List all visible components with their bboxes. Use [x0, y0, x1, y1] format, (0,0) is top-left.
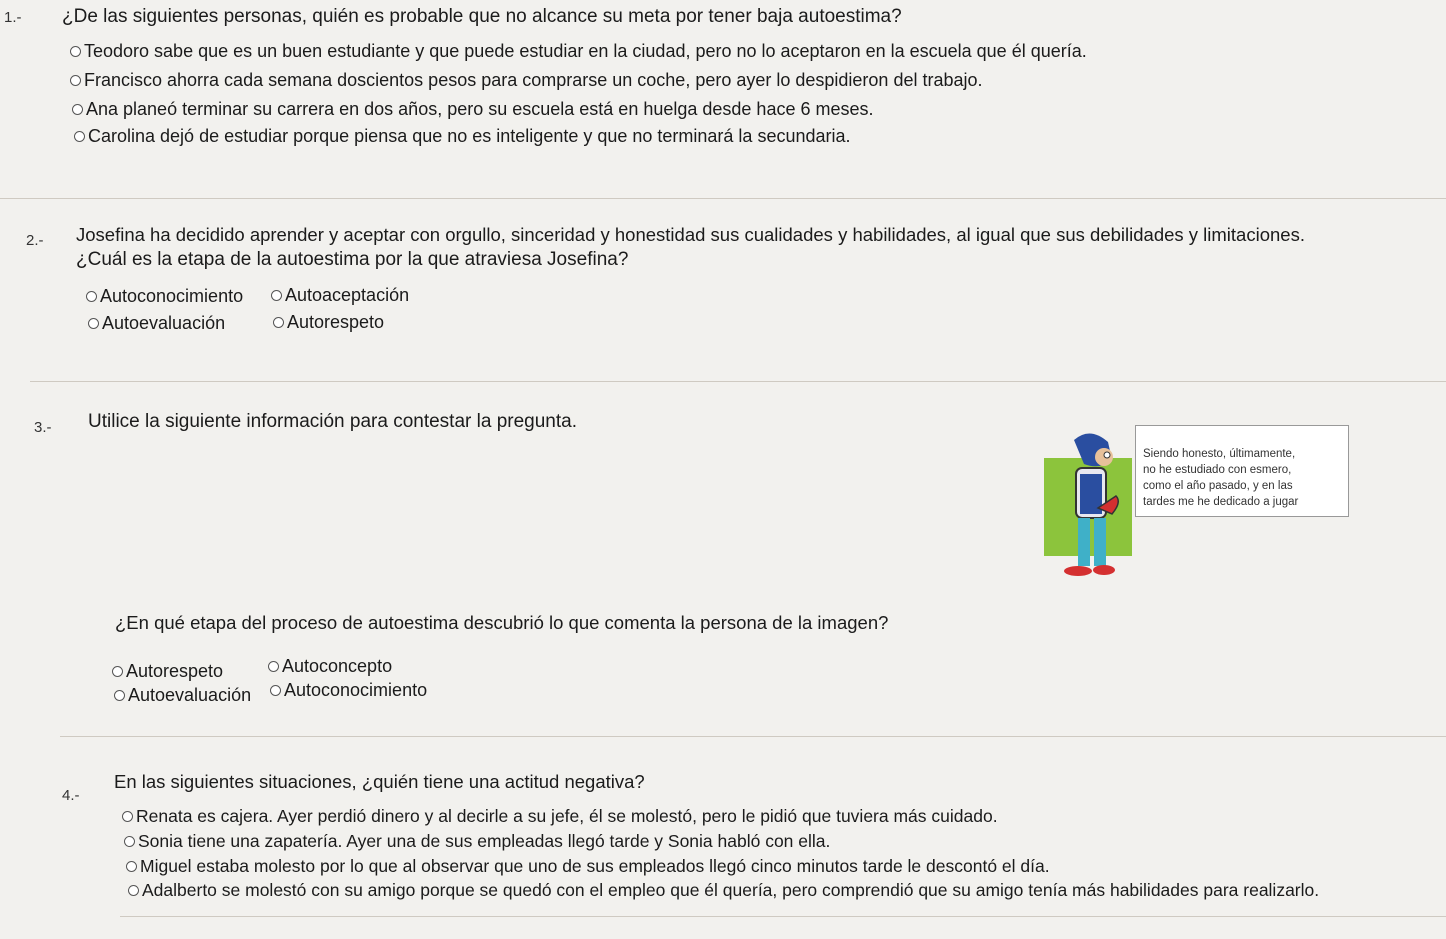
q4-option-2[interactable]: [124, 831, 830, 852]
q4-option-4[interactable]: [128, 880, 1319, 901]
q4-option-2-label: Sonia tiene una zapatería. Ayer una de sus empleadas llegó tarde y Sonia habló con ella.: [138, 831, 831, 851]
student-illustration: [1040, 430, 1140, 580]
q1-option-3-label: Ana planeó terminar su carrera en dos años, pero su escuela está en huelga desde hace 6 meses.: [86, 99, 874, 119]
q2-option-1[interactable]: [86, 286, 243, 307]
q2-question-line2: ¿Cuál es la etapa de la autoestima por la que atraviesa Josefina?: [76, 249, 629, 270]
q2-question-line1: Josefina ha decidido aprender y aceptar con orgullo, sinceridad y honestidad sus cualidades y habilidades, al igual que sus debilidades y limitaciones.: [76, 224, 1305, 245]
face: [1095, 448, 1113, 466]
divider: [30, 381, 1446, 382]
q3-option-3[interactable]: [114, 685, 251, 706]
q3-question: ¿En qué etapa del proceso de autoestima descubrió lo que comenta la persona de la imagen?: [115, 612, 889, 633]
radio-button[interactable]: [72, 104, 83, 115]
speech-bubble: [1135, 425, 1349, 517]
radio-button[interactable]: [270, 685, 281, 696]
q3-intro: Utilice la siguiente información para contestar la pregunta.: [88, 411, 577, 432]
right-shoe: [1093, 565, 1115, 575]
q1-option-1[interactable]: [70, 41, 1087, 62]
radio-button[interactable]: [273, 317, 284, 328]
speech-line-4: tardes me he dedicado a jugar: [1143, 496, 1299, 508]
speech-line-2: no he estudiado con esmero,: [1143, 464, 1292, 476]
q3-option-4[interactable]: [270, 680, 427, 701]
radio-button[interactable]: [70, 75, 81, 86]
q4-option-4-label: Adalberto se molestó con su amigo porque se quedó con el empleo que él quería, pero comprendió que su amigo tenía más habilidades para realizarlo.: [142, 880, 1320, 900]
q2-option-2[interactable]: [271, 285, 409, 306]
divider: [120, 916, 1446, 917]
q4-number: 4.-: [62, 787, 80, 804]
q2-number: 2.-: [26, 232, 44, 249]
q4-question: En las siguientes situaciones, ¿quién tiene una actitud negativa?: [114, 771, 645, 792]
divider: [60, 736, 1446, 737]
q4-option-1[interactable]: [122, 806, 998, 827]
radio-button[interactable]: [268, 661, 279, 672]
radio-button[interactable]: [74, 131, 85, 142]
q3-option-2[interactable]: [268, 656, 392, 677]
radio-button[interactable]: [124, 836, 135, 847]
q1-option-4-label: Carolina dejó de estudiar porque piensa que no es inteligente y que no terminará la secundaria.: [88, 126, 851, 146]
q3-option-4-label: Autoconocimiento: [284, 680, 428, 700]
speech-line-3: como el año pasado, y en las: [1143, 480, 1293, 492]
q1-option-2-label: Francisco ahorra cada semana doscientos pesos para comprarse un coche, pero ayer lo despidieron del trabajo.: [84, 70, 983, 90]
right-leg: [1094, 518, 1106, 566]
q1-number: 1.-: [4, 9, 22, 26]
q2-option-1-label: Autoconocimiento: [100, 286, 244, 306]
q2-option-4-label: Autorespeto: [287, 312, 385, 332]
q1-option-2[interactable]: [70, 70, 983, 91]
glasses: [1104, 452, 1110, 458]
q1-option-3[interactable]: [72, 99, 874, 120]
q1-option-1-label: Teodoro sabe que es un buen estudiante y que puede estudiar en la ciudad, pero no lo aceptaron en la escuela que él quería.: [84, 41, 1087, 61]
q3-option-3-label: Autoevaluación: [128, 685, 252, 705]
radio-button[interactable]: [126, 861, 137, 872]
q2-option-3-label: Autoevaluación: [102, 313, 226, 333]
q3-option-2-label: Autoconcepto: [282, 656, 393, 676]
q4-option-1-label: Renata es cajera. Ayer perdió dinero y al decirle a su jefe, él se molestó, pero le pidió que tuviera más cuidado.: [136, 806, 998, 826]
q3-number: 3.-: [34, 419, 52, 436]
radio-button[interactable]: [86, 291, 97, 302]
q2-option-4[interactable]: [273, 312, 384, 333]
divider: [0, 198, 1446, 199]
q4-option-3[interactable]: [126, 856, 1050, 877]
radio-button[interactable]: [122, 811, 133, 822]
radio-button[interactable]: [128, 885, 139, 896]
radio-button[interactable]: [70, 46, 81, 57]
radio-button[interactable]: [271, 290, 282, 301]
radio-button[interactable]: [114, 690, 125, 701]
speech-line-1: Siendo honesto, últimamente,: [1143, 448, 1296, 460]
q3-option-1[interactable]: [112, 661, 223, 682]
left-leg: [1078, 518, 1090, 566]
left-shoe: [1064, 566, 1092, 576]
q1-option-4[interactable]: [74, 126, 851, 147]
q2-option-2-label: Autoaceptación: [285, 285, 410, 305]
q4-option-3-label: Miguel estaba molesto por lo que al observar que uno de sus empleados llegó cinco minutos tarde le descontó el día.: [140, 856, 1050, 876]
q1-question: ¿De las siguientes personas, quién es probable que no alcance su meta por tener baja autoestima?: [62, 6, 902, 27]
radio-button[interactable]: [88, 318, 99, 329]
q2-option-3[interactable]: [88, 313, 225, 334]
q3-option-1-label: Autorespeto: [126, 661, 224, 681]
radio-button[interactable]: [112, 666, 123, 677]
